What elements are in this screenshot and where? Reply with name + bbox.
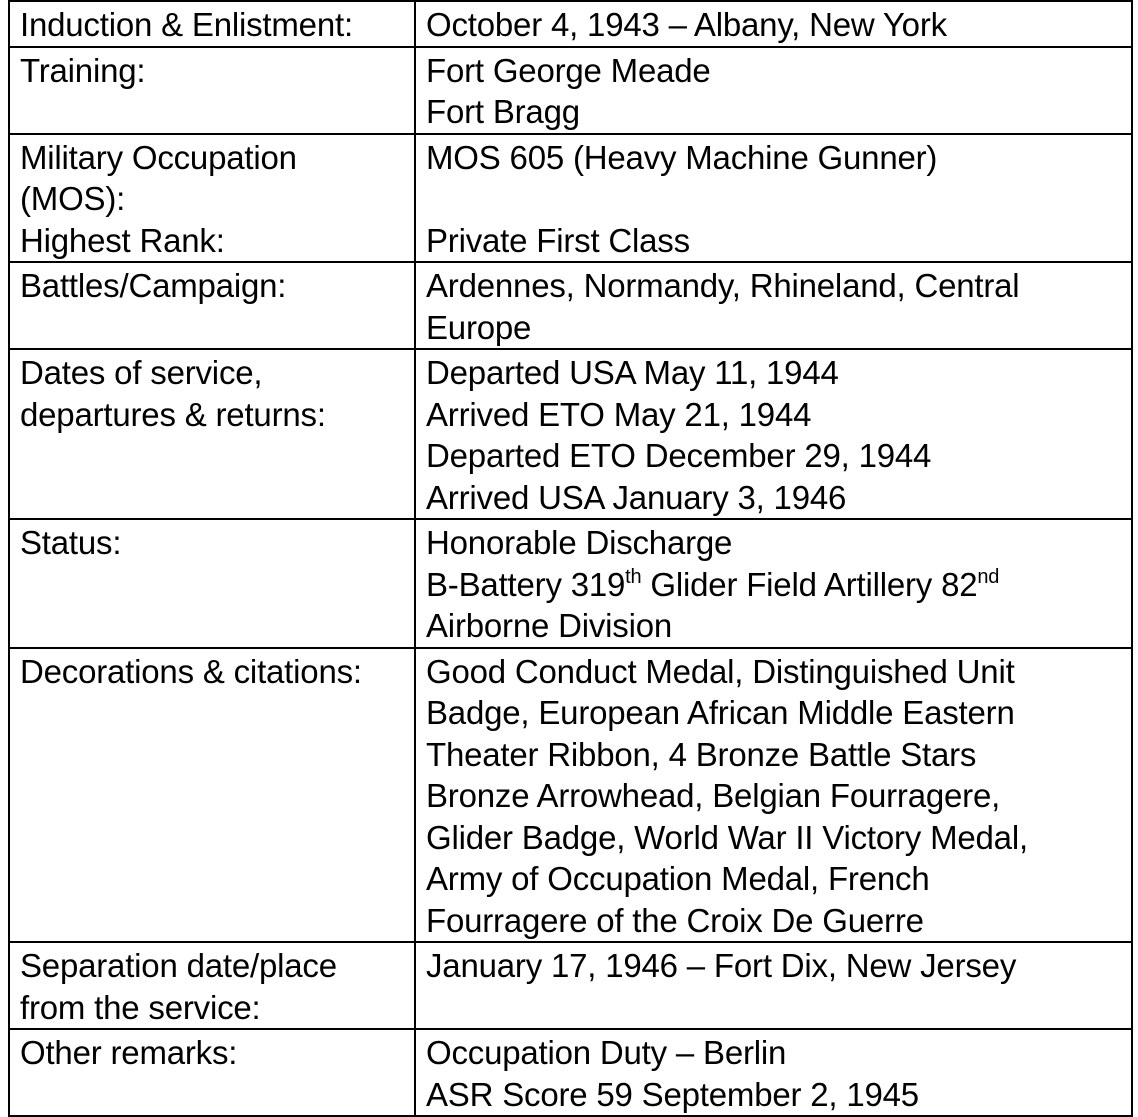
service-dates-label: Dates of service, departures & returns:: [9, 349, 415, 519]
induction-value: October 4, 1943 – Albany, New York: [415, 1, 1132, 47]
mos-rank-value: MOS 605 (Heavy Machine Gunner) Private First Class: [415, 134, 1132, 263]
table-row: [9, 1, 1132, 47]
table-row: [9, 134, 1132, 263]
battles-label: Battles/Campaign:: [9, 262, 415, 349]
table-row: [9, 648, 1132, 943]
battles-value: Ardennes, Normandy, Rhineland, Central Europe: [415, 262, 1132, 349]
table-row: [9, 1029, 1132, 1116]
unit-line: B-Battery 319th Glider Field Artillery 82nd: [426, 565, 1000, 603]
table-row: [9, 519, 1132, 648]
table-row: [9, 47, 1132, 134]
separation-label: Separation date/place from the service:: [9, 942, 415, 1029]
training-label: Training:: [9, 47, 415, 134]
service-dates-value: Departed USA May 11, 1944 Arrived ETO May 21, 1944 Departed ETO December 29, 1944 Arrived USA January 3, 1946: [415, 349, 1132, 519]
separation-value: January 17, 1946 – Fort Dix, New Jersey: [415, 942, 1132, 1029]
remarks-label: Other remarks:: [9, 1029, 415, 1116]
mos-rank-label: Military Occupation (MOS): Highest Rank:: [9, 134, 415, 263]
status-label: Status:: [9, 519, 415, 648]
decorations-label: Decorations & citations:: [9, 648, 415, 943]
remarks-value: Occupation Duty – Berlin ASR Score 59 September 2, 1945: [415, 1029, 1132, 1116]
table-row: [9, 349, 1132, 519]
table-row: [9, 942, 1132, 1029]
status-value: Honorable Discharge B-Battery 319th Glider Field Artillery 82nd Airborne Division: [415, 519, 1132, 648]
induction-label: Induction & Enlistment:: [9, 1, 415, 47]
table-row: [9, 262, 1132, 349]
decorations-value: Good Conduct Medal, Distinguished Unit Badge, European African Middle Eastern Theater Ribbon, 4 Bronze Battle Stars Bronze Arrowhead, Belgian Fourragere, Glider Badge, World War II Victory Medal, Army of Occupation Medal, French Fourragere of the Croix De Guerre: [415, 648, 1132, 943]
training-value: Fort George Meade Fort Bragg: [415, 47, 1132, 134]
service-record-table: [8, 0, 1133, 1117]
